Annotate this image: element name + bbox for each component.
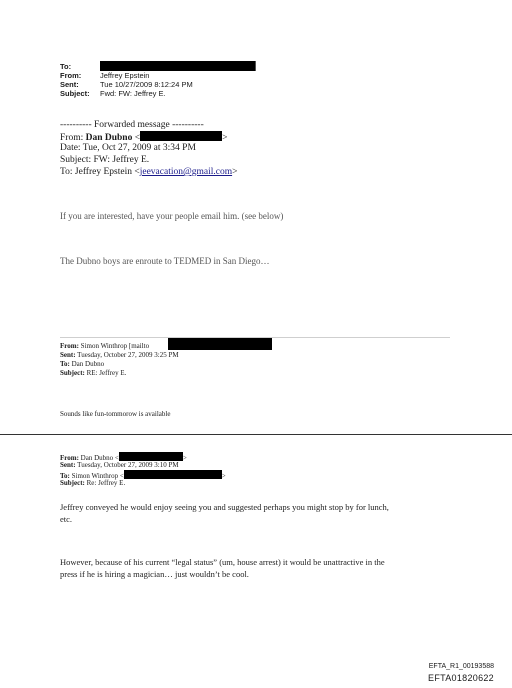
msg3-sent [60,461,179,469]
section-divider [0,434,512,435]
redaction-block [168,338,272,350]
redaction-block [119,452,183,461]
msg2-subject-value: RE: Jeffrey E. [84,369,127,377]
redaction-block [140,131,222,141]
msg3-para1-line2: etc. [60,514,73,524]
msg3-from-gt: > [182,454,187,462]
body-line-2: The Dubno boys are enroute to TEDMED in San Diego… [60,256,270,266]
bates-id-2: EFTA01820622 [428,673,494,683]
forwarded-from [60,131,227,143]
msg3-from-value: Dan Dubno < [78,454,119,462]
to-label: To: [60,62,72,71]
forwarded-subject: Subject: FW: Jeffrey E. [60,155,150,165]
forwarded-divider: ---------- Forwarded message ---------- [60,120,204,130]
body-line-1: If you are interested, have your people email him. (see below) [60,211,284,221]
redaction-block [124,470,222,479]
bates-id-1: EFTA_R1_00193588 [428,663,494,670]
redaction-block [100,61,256,71]
msg2-sent-label: Sent: [60,351,76,359]
forwarded-to-prefix: To: Jeffrey Epstein < [60,167,140,177]
msg2-from-value: Simon Winthrop [mailto [78,342,150,350]
email-link[interactable]: jeevacation@gmail.com [139,167,233,177]
msg3-para2-line1: However, because of his current “legal status” (um, house arrest) it would be unattractive in the [60,557,385,567]
msg3-subject [60,479,125,487]
msg3-to-value: Simon Winthrop < [69,472,124,480]
forwarded-date: Date: Tue, Oct 27, 2009 at 3:34 PM [60,143,196,153]
msg3-sent-label: Sent: [60,461,76,469]
msg3-to-gt: > [221,472,226,480]
msg2-sent-value: Tuesday, October 27, 2009 3:25 PM [75,351,179,359]
subject-value: Fwd: FW: Jeffrey E. [100,89,166,98]
forwarded-to-suffix: > [232,167,238,177]
msg2-to-value: Dan Dubno [69,360,105,368]
forwarded-from-lt: < [132,133,141,143]
msg3-subject-label: Subject: [60,479,85,487]
msg2-sent [60,351,179,359]
msg2-subject-label: Subject: [60,369,85,377]
msg2-to [60,360,104,368]
msg3-para2-line2: press if he is hiring a magician… just wouldn’t be cool. [60,569,249,579]
msg2-body: Sounds like fun-tommorow is available [60,410,171,418]
msg3-subject-value: Re: Jeffrey E. [84,479,126,487]
forwarded-from-name: Dan Dubno [85,133,133,143]
msg2-subject [60,369,126,377]
msg3-to-label: To: [60,472,70,480]
from-label: From: [60,71,82,80]
subject-label: Subject: [60,89,90,98]
msg3-para1-line1: Jeffrey conveyed he would enjoy seeing you and suggested perhaps you might stop by for lunch, [60,502,389,512]
msg2-from-label: From: [60,342,79,350]
msg2-from [60,342,149,350]
sent-label: Sent: [60,80,79,89]
cursor-mark [255,61,256,71]
sent-value: Tue 10/27/2009 8:12:24 PM [100,80,193,89]
forwarded-to [60,167,237,177]
from-value: Jeffrey Epstein [100,71,150,80]
msg3-sent-value: Tuesday, October 27, 2009 3:10 PM [75,461,179,469]
forwarded-from-gt: > [222,133,228,143]
msg3-from-label: From: [60,454,79,462]
forwarded-from-prefix: From: [60,133,86,143]
msg2-to-label: To: [60,360,70,368]
